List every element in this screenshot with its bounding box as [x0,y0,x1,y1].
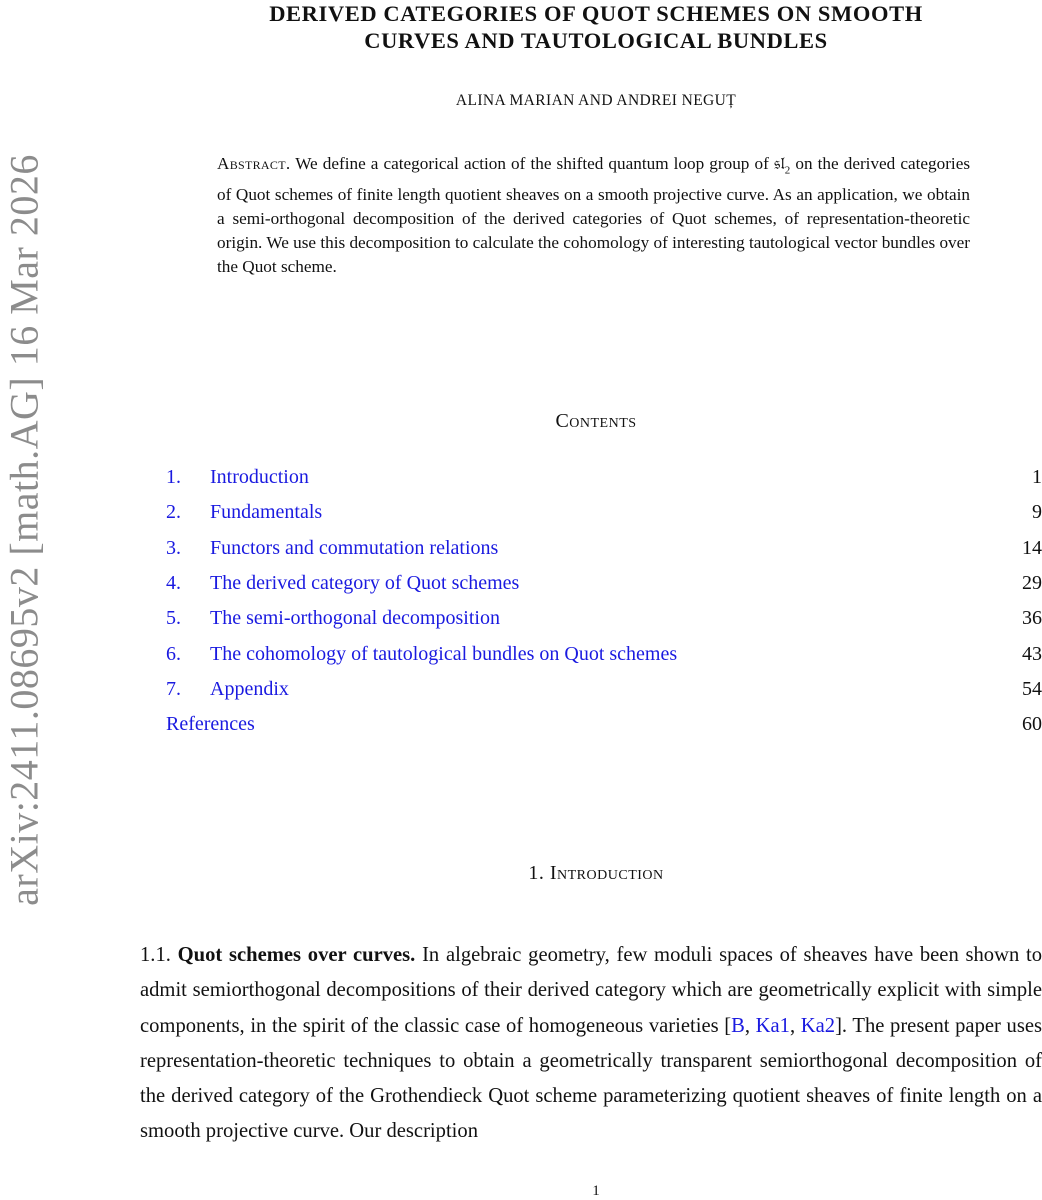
toc-item-references[interactable]: References 60 [166,713,1042,736]
contents-heading: Contents [555,410,637,432]
toc-link[interactable]: Functors and commutation relations [210,536,499,559]
citation-link[interactable]: Ka2 [800,1014,836,1037]
toc-item-introduction[interactable]: 1. Introduction 1 [166,466,1042,489]
toc-link[interactable]: The derived category of Quot schemes [210,572,520,595]
intro-paragraph: 1.1. Quot schemes over curves. In algebraic geometry, few moduli spaces of sheaves have been shown to admit semiorthogonal decompositions of their derived category which are geometrically explicit with simple components, in the spirit of the classic case of homogeneous varieties [B, Ka1, Ka2]. The present paper uses representation-theoretic techniques to obtain a geometrically transparent semiorthogonal decomposition of the derived category of the Grothendieck Quot scheme parameterizing quotient sheaves of finite length on a smooth projective curve. Our description [140,944,1042,1143]
toc-item-fundamentals[interactable]: 2. Fundamentals 9 [166,501,1042,524]
authors: ALINA MARIAN AND ANDREI NEGUȚ [455,92,737,109]
citation-link[interactable]: Ka1 [755,1014,790,1037]
subsection-title: Quot schemes over curves. [177,944,416,966]
toc-link[interactable]: References [166,713,255,736]
abstract-text-before: We define a categorical action of the shifted quantum loop group of [295,154,769,173]
page-number: 1 [592,1183,600,1199]
title-line-1: DERIVED CATEGORIES OF QUOT SCHEMES ON SMOOTH [269,1,923,26]
toc-item-functors[interactable]: 3. Functors and commutation relations 14 [166,536,1042,559]
arxiv-watermark: arXiv:2411.08695v2 [math.AG] 16 Mar 2026 [1,154,47,906]
toc-link[interactable]: The semi-orthogonal decomposition [210,607,500,630]
toc-link[interactable]: Fundamentals [210,501,323,524]
paper-title [150,0,1042,54]
toc-item-semi-orthogonal[interactable]: 5. The semi-orthogonal decomposition 36 [166,607,1042,630]
abstract [217,152,970,279]
toc-link[interactable]: The cohomology of tautological bundles on Quot schemes [210,642,678,665]
title-line-2: CURVES AND TAUTOLOGICAL BUNDLES [364,28,828,53]
toc-link[interactable]: Introduction [210,466,309,489]
section-heading-introduction: 1. Introduction [528,862,664,884]
abstract-text-after: on the derived categories of Quot schemes of finite length quotient sheaves on a smooth projective curve. As an application, we obtain a semi-orthogonal decomposition of the derived categories of Quot schemes, of representation-theoretic origin. We use this decomposition to calculate the cohomology of interesting tautological vector bundles over the Quot scheme. [217,154,971,277]
toc-link[interactable]: Appendix [210,677,289,700]
subsection-number: 1.1. [140,944,171,966]
sl2-symbol: 𝔰𝔩$_2$ [773,154,791,177]
table-of-contents [166,460,1042,742]
toc-item-appendix[interactable]: 7. Appendix 54 [166,677,1042,700]
toc-item-derived-category[interactable]: 4. The derived category of Quot schemes 29 [166,572,1042,595]
abstract-label: Abstract. [217,154,291,173]
citation-link[interactable]: B [731,1014,745,1037]
toc-item-cohomology[interactable]: 6. The cohomology of tautological bundles on Quot schemes 43 [166,642,1042,665]
